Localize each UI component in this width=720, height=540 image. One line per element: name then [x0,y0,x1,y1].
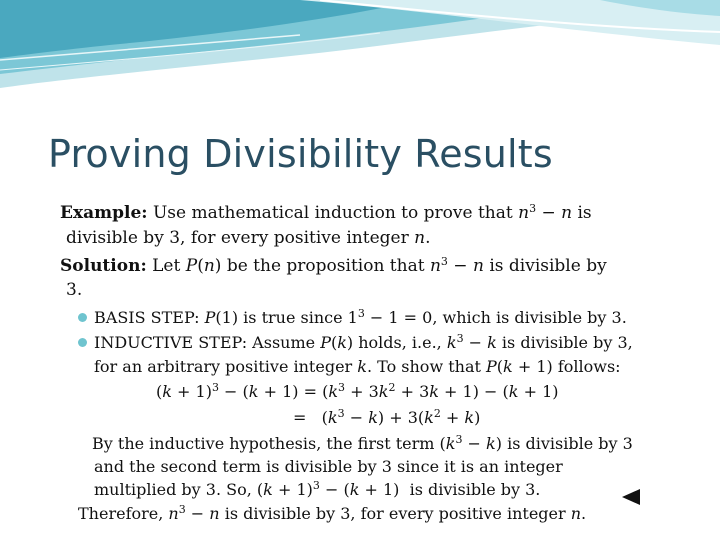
example-label: Example [60,203,142,223]
bullet-icon [78,338,87,347]
equation-line-1: $(k + 1)^3 - (k + 1) = (k^3 + 3k^2 + 3k + 1) - (k + 1)$ [156,381,559,401]
back-triangle-icon[interactable] [622,489,640,505]
equation-line-2: = $(k^3 - k) + 3(k^2 + k)$ [293,407,481,427]
solution-label: Solution [60,256,141,276]
conclusion: Therefore, $n^3 - n$ is divisible by 3, for every positive integer n. [78,503,587,523]
explanation-line-3: multiplied by 3. So, $(k + 1)^3 - (k + 1)$ is divisible by 3. [94,479,541,499]
page-title: Proving Divisibility Results [48,132,553,176]
solution-line-1: Solution: Let P(n) be the proposition that $n^3 - n$ is divisible by [60,255,607,276]
example-line-2: divisible by 3, for every positive integer n. [66,228,431,248]
inductive-step-line-2: for an arbitrary positive integer k. To show that P(k + 1) follows: [94,357,621,376]
example-line-1: Example: Use mathematical induction to prove that $n^3 - n$ is [60,202,592,223]
bullet-icon [78,313,87,322]
inductive-step-line-1: INDUCTIVE STEP: Assume P(k) holds, i.e., $k^3 - k$ is divisible by 3, [94,332,633,352]
explanation-line-2: and the second term is divisible by 3 since it is an integer [94,457,563,476]
decorative-banner [0,0,720,90]
solution-line-2: 3. [66,280,83,300]
explanation-line-1: By the inductive hypothesis, the first term $(k^3 - k)$ is divisible by 3 [92,433,633,453]
basis-step: BASIS STEP: P(1) is true since $1^3 - 1 = 0$, which is divisible by 3. [94,307,627,327]
